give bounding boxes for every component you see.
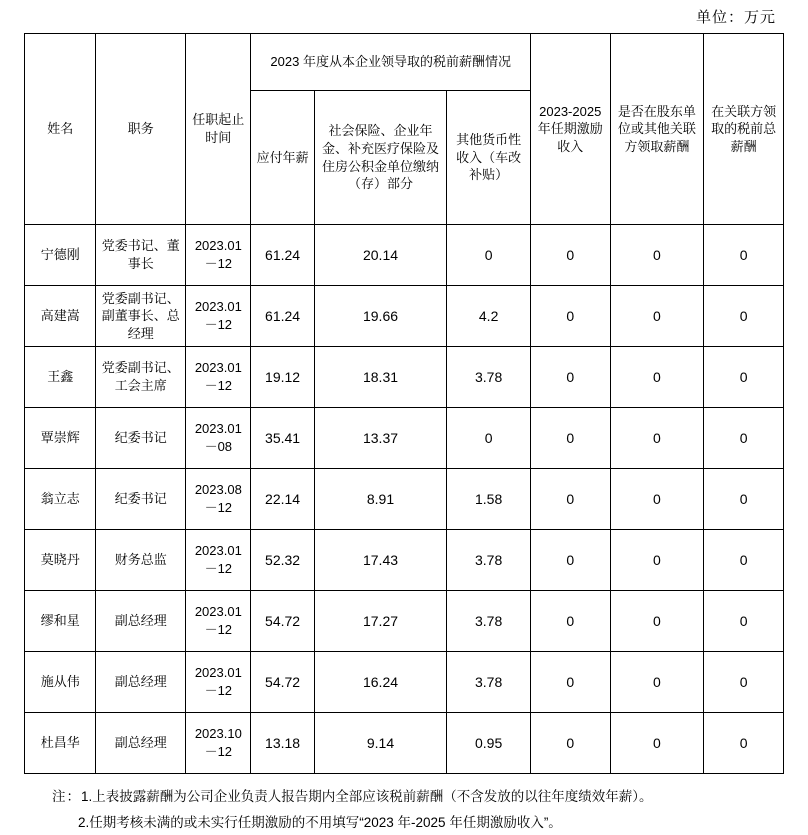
cell-period: 2023.01－12 [186,652,251,713]
cell-insurance: 17.27 [314,591,447,652]
cell-shareholder-pay: 0 [610,530,704,591]
cell-other-income: 3.78 [447,347,531,408]
cell-associated-pay: 0 [704,591,784,652]
cell-incentive: 0 [530,530,610,591]
cell-period: 2023.01－12 [186,591,251,652]
column-header-name: 姓名 [25,34,96,225]
cell-other-income: 0 [447,225,531,286]
cell-associated-pay: 0 [704,408,784,469]
cell-name: 施从伟 [25,652,96,713]
note-line-1 [24,784,784,810]
cell-other-income: 0 [447,408,531,469]
table-row [25,286,784,347]
cell-incentive: 0 [530,286,610,347]
executive-compensation-table [24,33,784,774]
cell-insurance: 18.31 [314,347,447,408]
column-header-insurance: 社会保险、企业年金、补充医疗保险及住房公积金单位缴纳（存）部分 [314,91,447,225]
cell-name: 宁德刚 [25,225,96,286]
table-row [25,713,784,774]
cell-associated-pay: 0 [704,286,784,347]
cell-other-income: 0.95 [447,713,531,774]
cell-period: 2023.01－12 [186,225,251,286]
table-row [25,347,784,408]
cell-incentive: 0 [530,591,610,652]
cell-insurance: 16.24 [314,652,447,713]
cell-name: 翁立志 [25,469,96,530]
column-header-period: 任职起止时间 [186,34,251,225]
cell-name: 缪和星 [25,591,96,652]
unit-label: 单位：万元 [695,9,776,26]
column-header-payable-salary: 应付年薪 [251,91,314,225]
cell-title: 财务总监 [96,530,186,591]
cell-payable-salary: 35.41 [251,408,314,469]
cell-associated-pay: 0 [704,530,784,591]
cell-incentive: 0 [530,652,610,713]
cell-payable-salary: 13.18 [251,713,314,774]
cell-other-income: 1.58 [447,469,531,530]
cell-name: 杜昌华 [25,713,96,774]
cell-payable-salary: 54.72 [251,652,314,713]
column-header-associated-pay: 在关联方领取的税前总薪酬 [704,34,784,225]
cell-incentive: 0 [530,713,610,774]
cell-period: 2023.01－12 [186,347,251,408]
cell-shareholder-pay: 0 [610,347,704,408]
cell-shareholder-pay: 0 [610,286,704,347]
cell-title: 党委副书记、工会主席 [96,347,186,408]
table-row [25,652,784,713]
cell-other-income: 3.78 [447,530,531,591]
cell-insurance: 17.43 [314,530,447,591]
note-label: 注： [52,789,81,804]
table-notes [10,784,798,835]
cell-name: 覃崇辉 [25,408,96,469]
cell-shareholder-pay: 0 [610,713,704,774]
cell-name: 莫晓丹 [25,530,96,591]
column-header-shareholder-pay: 是否在股东单位或其他关联方领取薪酬 [610,34,704,225]
cell-incentive: 0 [530,225,610,286]
cell-period: 2023.01－08 [186,408,251,469]
column-header-incentive: 2023-2025 年任期激励收入 [530,34,610,225]
cell-incentive: 0 [530,347,610,408]
cell-insurance: 13.37 [314,408,447,469]
cell-insurance: 19.66 [314,286,447,347]
cell-period: 2023.10－12 [186,713,251,774]
cell-associated-pay: 0 [704,469,784,530]
cell-title: 副总经理 [96,591,186,652]
cell-shareholder-pay: 0 [610,652,704,713]
cell-payable-salary: 22.14 [251,469,314,530]
column-header-other-income: 其他货币性收入（车改补贴） [447,91,531,225]
cell-payable-salary: 61.24 [251,286,314,347]
cell-payable-salary: 19.12 [251,347,314,408]
cell-shareholder-pay: 0 [610,591,704,652]
column-header-title: 职务 [96,34,186,225]
cell-associated-pay: 0 [704,652,784,713]
note-text-1: 1.上表披露薪酬为公司企业负责人报告期内全部应该税前薪酬（不含发放的以往年度绩效年薪）。 [81,789,653,804]
note-line-2 [24,810,784,835]
cell-shareholder-pay: 0 [610,408,704,469]
cell-period: 2023.01－12 [186,530,251,591]
cell-associated-pay: 0 [704,225,784,286]
table-header [25,34,784,225]
cell-title: 纪委书记 [96,469,186,530]
cell-other-income: 3.78 [447,591,531,652]
cell-title: 党委书记、董事长 [96,225,186,286]
cell-incentive: 0 [530,469,610,530]
table-body [25,225,784,774]
cell-title: 党委副书记、副董事长、总经理 [96,286,186,347]
cell-other-income: 3.78 [447,652,531,713]
cell-title: 纪委书记 [96,408,186,469]
cell-name: 王鑫 [25,347,96,408]
table-row [25,591,784,652]
cell-title: 副总经理 [96,652,186,713]
cell-payable-salary: 54.72 [251,591,314,652]
table-row [25,225,784,286]
column-header-group-2023: 2023 年度从本企业领导取的税前薪酬情况 [251,34,531,91]
cell-period: 2023.01－12 [186,286,251,347]
cell-associated-pay: 0 [704,713,784,774]
cell-other-income: 4.2 [447,286,531,347]
cell-payable-salary: 61.24 [251,225,314,286]
cell-payable-salary: 52.32 [251,530,314,591]
table-row [25,408,784,469]
cell-shareholder-pay: 0 [610,225,704,286]
header-row-group [25,34,784,91]
table-row [25,530,784,591]
cell-name: 高建嵩 [25,286,96,347]
table-row [25,469,784,530]
cell-shareholder-pay: 0 [610,469,704,530]
note-text-2: 2.任期考核未满的或未实行任期激励的不用填写“2023 年-2025 年任期激励收入”。 [78,814,562,830]
cell-insurance: 20.14 [314,225,447,286]
cell-associated-pay: 0 [704,347,784,408]
cell-period: 2023.08－12 [186,469,251,530]
cell-insurance: 8.91 [314,469,447,530]
cell-title: 副总经理 [96,713,186,774]
cell-insurance: 9.14 [314,713,447,774]
cell-incentive: 0 [530,408,610,469]
